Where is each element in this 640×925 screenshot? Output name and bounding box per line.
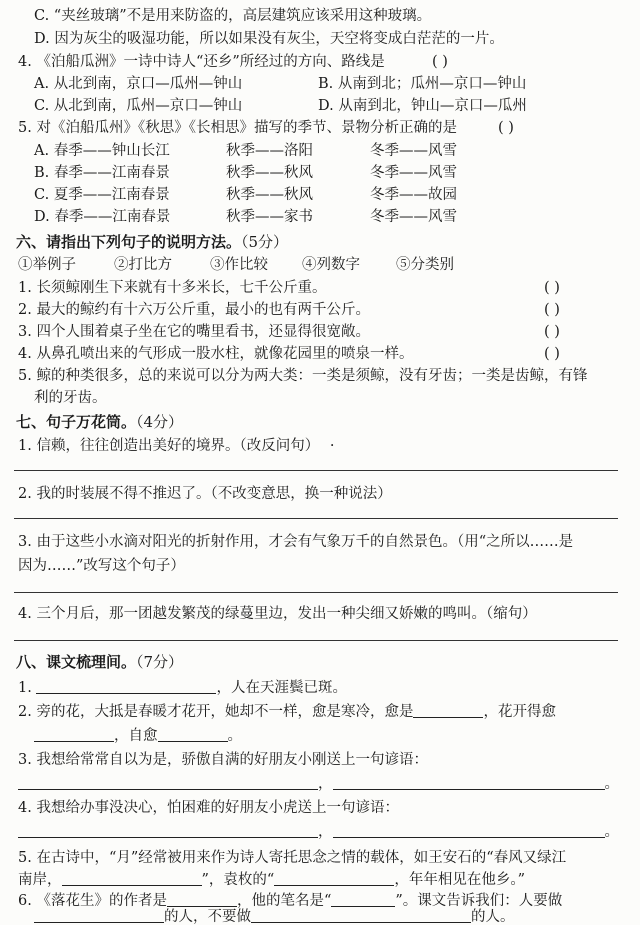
sec7-q3a: 3. 由于这些小水滴对阳光的折射作用，才会有气象万千的自然景色。（用“之所以……是 [18, 534, 574, 550]
section-7-title-text: 七、句子万花筒。 [16, 413, 137, 431]
sec8-q5-blank-1[interactable] [62, 871, 202, 886]
sec8-q1-blank[interactable] [36, 679, 216, 694]
sec8-q3-blank-1[interactable] [18, 775, 318, 790]
q5-option-d-autumn: 秋季——家书 [226, 209, 313, 225]
q5-option-a-autumn: 秋季——洛阳 [226, 143, 313, 159]
sec8-q3-answer [18, 774, 619, 794]
sec7-q4: 4. 三个月后，那一团越发繁茂的绿蔓里边，发出一种尖细又娇嫩的鸣叫。（缩句） [18, 606, 537, 622]
sec8-q3: 3. 我想给常常自以为是，骄傲自满的好朋友小刚送上一句谚语： [18, 752, 428, 768]
sec8-q2-blank-1[interactable] [413, 703, 483, 718]
q5-option-c-spring: C. 夏季——江南春景 [34, 187, 170, 203]
sec8-q3-blank-2[interactable] [333, 775, 605, 790]
sec6-item-4-paren[interactable]: ( ) [544, 346, 560, 362]
q4-option-d: D. 从南到北，钟山—京口—瓜州 [318, 98, 527, 114]
sec8-q4-answer [18, 822, 619, 842]
sec8-q6b-text-1: 的人，不要做 [164, 909, 251, 925]
sec8-q4-comma: ， [318, 824, 333, 840]
q4-option-c: C. 从北到南，瓜州—京口—钟山 [34, 98, 243, 114]
sec8-q2a-end: ，花开得愈 [483, 704, 556, 720]
sec8-q5b-text-1: 南岸， [18, 872, 62, 888]
sec7-q1-answer-line[interactable] [14, 470, 618, 471]
q4-answer-paren[interactable]: ( ) [432, 54, 448, 70]
sec6-item-3-paren[interactable]: ( ) [544, 324, 560, 340]
sec8-q2a [18, 702, 556, 722]
sec7-q1-text: 1. 信赖，往往创造出美好的境界。（改反问句） [18, 438, 320, 454]
sec8-q6a-text-3: ”。课文告诉我们：人要做 [395, 893, 563, 909]
sec8-q2-blank-2[interactable] [34, 727, 114, 742]
q5-option-a-spring: A. 春季——钟山长江 [34, 143, 170, 159]
sec8-q4-period: 。 [604, 824, 619, 840]
q5-stem: 5. 对《泊船瓜州》《秋思》《长相思》描写的季节、景物分析正确的是 [18, 120, 457, 136]
sec6-item-3: 3. 四个人围着桌子坐在它的嘴里看书，还显得很宽敞。 [18, 324, 370, 340]
sec6-item-2: 2. 最大的鲸约有十六万公斤重，最小的也有两千公斤。 [18, 302, 370, 318]
section-6-title [16, 232, 288, 252]
sec6-item-1-paren[interactable]: ( ) [544, 280, 560, 296]
sec7-q3-answer-line[interactable] [14, 592, 618, 593]
sec6-item-2-paren[interactable]: ( ) [544, 302, 560, 318]
method-2: ②打比方 [114, 257, 172, 273]
sec8-q6b [34, 908, 515, 925]
q5-option-b-spring: B. 春季——江南春景 [34, 165, 170, 181]
sec7-q2: 2. 我的时装展不得不推迟了。（不改变意思，换一种说法） [18, 486, 392, 502]
method-5: ⑤分类别 [396, 257, 454, 273]
sec8-q6-blank-2[interactable] [331, 892, 395, 907]
sec8-q5b-text-2: ”，袁枚的“ [201, 872, 275, 888]
sec8-q5a: 5. 在古诗中，“月”经常被用来作为诗人寄托思念之情的载体，如王安石的“春风又绿江 [18, 850, 567, 866]
q5-option-d-spring: D. 春季——江南春景 [34, 209, 171, 225]
sec8-q3-comma: ， [318, 776, 333, 792]
sec8-q5b-text-3: ，年年相见在他乡。” [394, 872, 525, 888]
section-8-title [16, 652, 183, 672]
sec8-q2-blank-3[interactable] [158, 727, 228, 742]
q4-option-b: B. 从南到北；瓜州—京口—钟山 [318, 76, 527, 92]
sec8-q6-blank-1[interactable] [167, 892, 237, 907]
sec8-q2b-end: 。 [227, 728, 242, 744]
q3-option-c: C. “夹丝玻璃”不是用来防盗的，高层建筑应该采用这种玻璃。 [34, 8, 432, 24]
section-8-score: （7分） [136, 653, 184, 671]
sec6-item-5-cont: 利的牙齿。 [34, 390, 107, 406]
q3-option-d: D. 因为灰尘的吸湿功能，所以如果没有灰尘，天空将变成白茫茫的一片。 [34, 31, 504, 47]
sec7-q1 [18, 436, 334, 456]
sec8-q6a-text-2: ，他的笔名是“ [236, 893, 332, 909]
sec7-q2-answer-line[interactable] [14, 518, 618, 519]
sec8-q4-blank-2[interactable] [333, 823, 605, 838]
section-7-title [16, 412, 183, 432]
sec6-item-1: 1. 长须鲸刚生下来就有十多米长，七千公斤重。 [18, 280, 327, 296]
q5-option-c-autumn: 秋季——秋风 [226, 187, 313, 203]
sec7-q4-answer-line[interactable] [14, 640, 618, 641]
q5-answer-paren[interactable]: ( ) [498, 120, 514, 136]
method-1: ①举例子 [18, 257, 76, 273]
sec8-q6b-text-2: 的人。 [471, 909, 515, 925]
q5-option-c-winter: 冬季——故园 [370, 187, 457, 203]
sec8-q6-blank-3[interactable] [34, 908, 164, 923]
sec8-q1-number: 1. [18, 680, 32, 696]
method-3: ③作比较 [210, 257, 268, 273]
q4-option-a: A. 从北到南，京口—瓜州—钟山 [34, 76, 243, 92]
sec8-q2b [34, 726, 242, 746]
sec8-q6a [18, 892, 562, 909]
sec7-q1-mark: · [329, 438, 335, 454]
sec8-q2a-text: 2. 旁的花，大抵是春暖才花开，她却不一样，愈是寒冷，愈是 [18, 704, 414, 720]
method-4: ④列数字 [302, 257, 360, 273]
sec8-q6-blank-4[interactable] [251, 908, 471, 923]
sec8-q1 [18, 678, 347, 698]
sec8-q5b [18, 870, 525, 890]
sec8-q3-period: 。 [604, 776, 619, 792]
q4-stem: 4. 《泊船瓜洲》一诗中诗人“还乡”所经过的方向、路线是 [18, 54, 385, 70]
section-7-score: （4分） [136, 413, 184, 431]
section-8-title-text: 八、课文梳理间。 [16, 653, 137, 671]
q5-option-b-winter: 冬季——风雪 [370, 165, 457, 181]
sec7-q3b: 因为……”改写这个句子） [18, 558, 185, 574]
section-6-title-text: 六、请指出下列句子的说明方法。 [16, 233, 242, 251]
sec6-item-4: 4. 从鼻孔喷出来的气形成一股水柱，就像花园里的喷泉一样。 [18, 346, 414, 362]
q5-option-a-winter: 冬季——风雪 [370, 143, 457, 159]
sec8-q1-text: ，人在天涯鬓已斑。 [216, 680, 347, 696]
sec8-q2b-text: ，自愈 [114, 728, 158, 744]
sec6-item-5: 5. 鲸的种类很多，总的来说可以分为两大类：一类是须鲸，没有牙齿；一类是齿鲸，有锋 [18, 368, 588, 384]
section-6-score: （5分） [241, 233, 289, 251]
sec8-q5-blank-2[interactable] [274, 871, 394, 886]
sec8-q4-blank-1[interactable] [18, 823, 318, 838]
q5-option-d-winter: 冬季——风雪 [370, 209, 457, 225]
sec8-q4: 4. 我想给办事没决心，怕困难的好朋友小虎送上一句谚语： [18, 800, 399, 816]
sec8-q6a-text-1: 6. 《落花生》的作者是 [18, 893, 167, 909]
q5-option-b-autumn: 秋季——秋风 [226, 165, 313, 181]
